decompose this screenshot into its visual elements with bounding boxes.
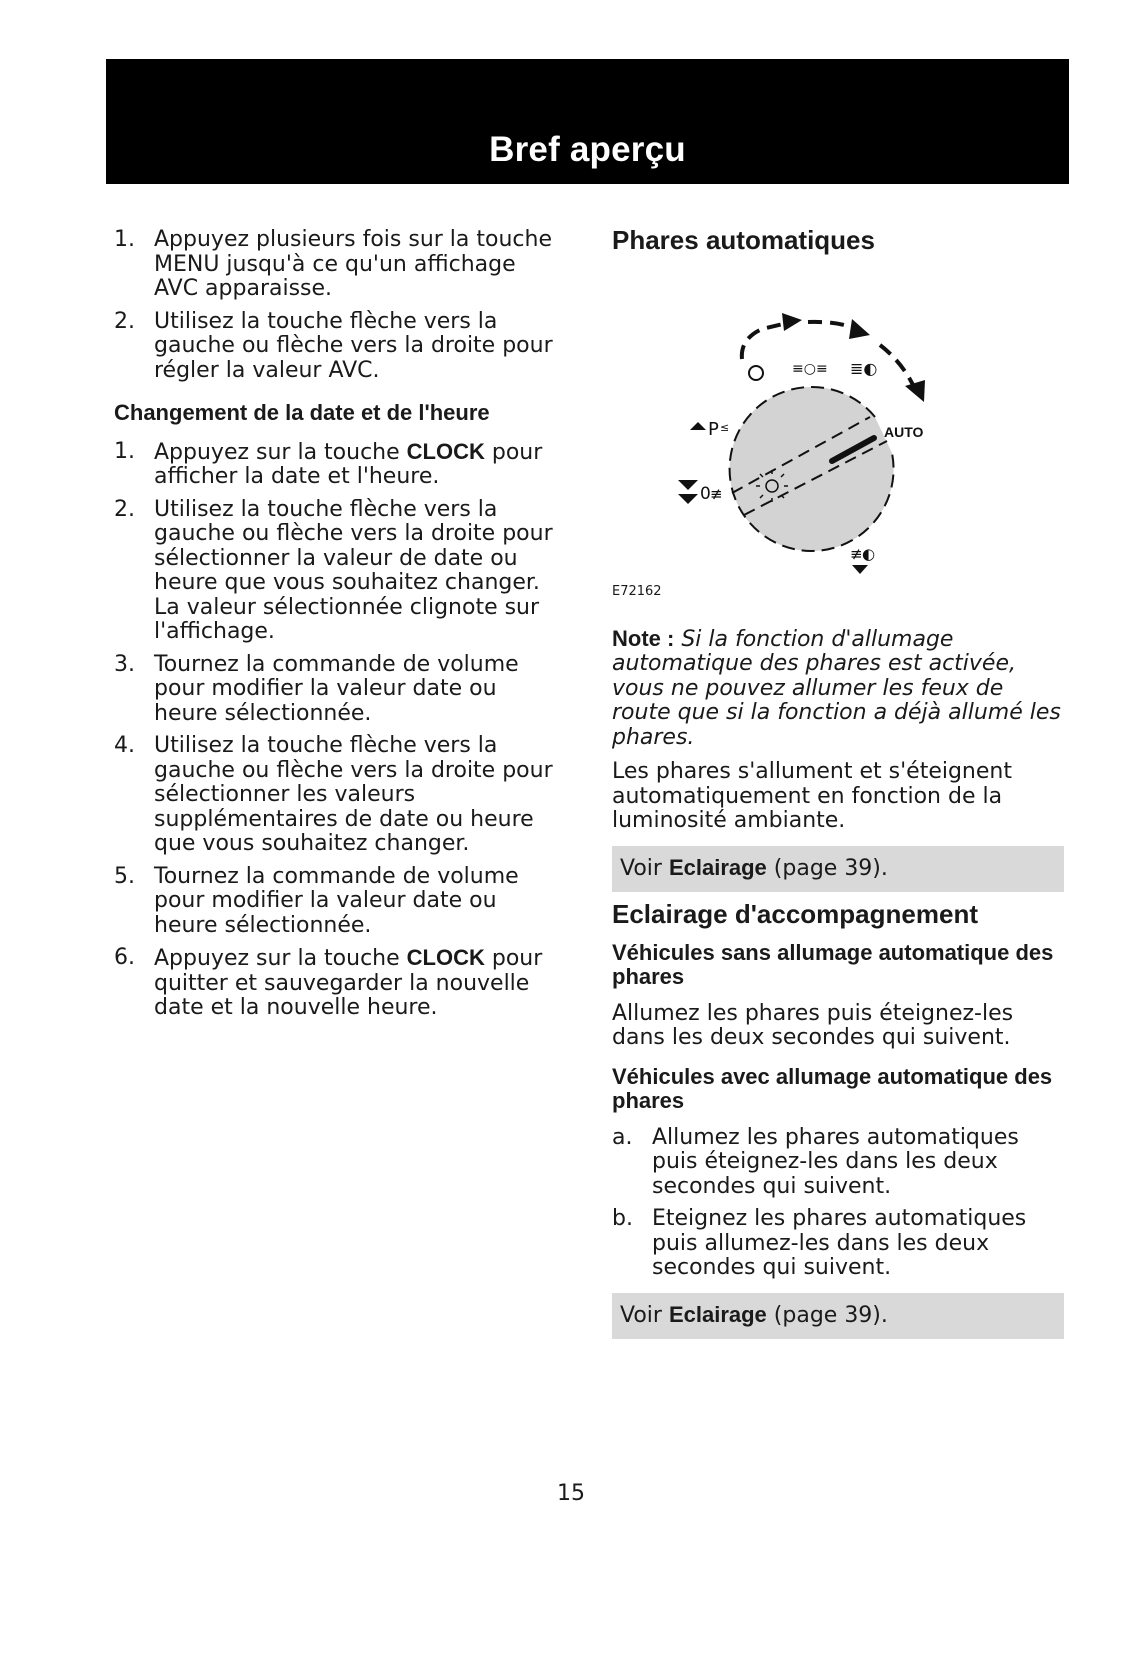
list-number: 1. [114,438,135,464]
follow-me-home-heading: Eclairage d'accompagnement [612,899,978,929]
rear-fog-down-icon [678,480,723,504]
clock-keyword: CLOCK [406,945,485,970]
headlamp-switch-diagram [612,267,1064,577]
list-text: Appuyez plusieurs fois sur la touche MENU jusqu'à ce qu'un affichage AVC apparaisse. [154,227,552,301]
list-item [612,1126,1064,1200]
left-column [114,228,566,1029]
list-text: Appuyez sur la touche [154,946,407,971]
list-number: 2. [114,308,135,334]
svg-text:≢: ≢ [850,544,863,563]
xref-link[interactable]: Eclairage [668,854,767,880]
cross-reference-box [612,1293,1064,1340]
list-text: pour afficher la date et l'heure. [154,439,543,489]
right-column [612,225,1064,1347]
arrow-head [905,380,925,402]
avc-steps-list [114,228,566,383]
svg-text:0: 0 [700,483,711,504]
auto-headlamps-heading: Phares automatiques [612,225,875,255]
svg-text:≢: ≢ [710,484,723,503]
figure-id: E72162 [612,583,662,599]
svg-text:≣◐: ≣◐ [850,358,878,378]
xref-text: Voir [620,1302,669,1328]
list-item [114,865,566,939]
page-header [106,59,1069,184]
rotation-arrow-segment [742,323,787,359]
arrow-head [782,313,802,331]
page-title: Bref aperçu [489,130,686,169]
list-text: Tournez la commande de volume pour modifier la valeur date ou heure sélectionnée. [154,863,519,938]
list-number: 1. [114,227,135,252]
list-text: Utilisez la touche flèche vers la gauche ou flèche vers la droite pour sélectionner la valeur de date ou heure que vous souhaitez changer. La valeur sélectionnée clignote sur l'affichage. [154,496,553,644]
xref-text: (page 39). [766,1302,888,1328]
list-item [114,498,566,645]
rotation-arrow-segment [808,321,857,328]
clock-keyword: CLOCK [406,438,485,464]
list-number: 3. [114,651,135,677]
subheading: Véhicules sans allumage automatique des phares [612,939,1054,989]
front-fog-up-icon [690,419,729,440]
list-number: 2. [114,496,135,522]
list-item [114,310,566,384]
note-label: Note : [612,625,675,651]
date-time-subheading: Changement de la date et de l'heure [114,400,490,425]
rotation-arrow-segment [880,345,914,387]
svg-text:≡○≡: ≡○≡ [792,360,828,377]
list-text: pour quitter et sauvegarder la nouvelle date et la nouvelle heure. [154,946,543,1020]
paragraph: Les phares s'allument et s'éteignent automatiquement en fonction de la luminosité ambiante. [612,759,1012,833]
note-text: Si la fonction d'allumage automatique des phares est activée, vous ne pouvez allumer les feux de route que si la fonction a déjà allumé les phares. [612,626,1061,750]
front-fog-down-icon [850,545,875,574]
cross-reference-box [612,846,1064,893]
list-item [114,946,566,1021]
list-number: b. [612,1206,633,1231]
subheading: Véhicules avec allumage automatique des phares [612,1063,1053,1113]
paragraph: Allumez les phares puis éteignez-les dans les deux secondes qui suivent. [612,1000,1014,1050]
svg-text:≤: ≤ [720,420,730,434]
note [612,627,1064,751]
off-position-icon [749,366,763,380]
list-text: Allumez les phares automatiques puis éteignez-les dans les deux secondes qui suivent. [652,1124,1019,1199]
svg-text:P: P [708,418,719,440]
parking-lamp-icon [792,361,828,377]
list-text: Utilisez la touche flèche vers la gauche ou flèche vers la droite pour régler la valeur AVC. [154,308,553,383]
xref-text: Voir [620,855,669,881]
list-item [612,1207,1064,1281]
list-item [114,228,566,302]
list-text: Eteignez les phares automatiques puis allumez-les dans les deux secondes qui suivent. [652,1206,1027,1280]
list-number: 4. [114,733,135,758]
list-text: Appuyez sur la touche [154,439,407,465]
list-number: 6. [114,945,135,970]
rotary-knob [730,386,894,550]
date-time-steps-list [114,440,566,1021]
list-number: 5. [114,863,135,889]
arrow-head [849,319,870,339]
list-item [114,440,566,490]
headlamp-icon [850,359,877,378]
follow-me-home-list [612,1126,1064,1281]
list-number: a. [612,1124,633,1150]
list-text: Tournez la commande de volume pour modifier la valeur date ou heure sélectionnée. [154,651,519,726]
list-item [114,653,566,727]
svg-text:◐: ◐ [862,544,876,563]
page-number: 15 [557,1481,585,1506]
xref-link[interactable]: Eclairage [668,1301,767,1327]
list-item [114,734,566,857]
list-text: Utilisez la touche flèche vers la gauche ou flèche vers la droite pour sélectionner les valeurs supplémentaires de date ou heure que vous souhaitez changer. [154,733,553,856]
xref-text: (page 39). [766,855,888,881]
headlamp-switch-figure [612,267,1064,627]
auto-label: AUTO [884,423,924,440]
